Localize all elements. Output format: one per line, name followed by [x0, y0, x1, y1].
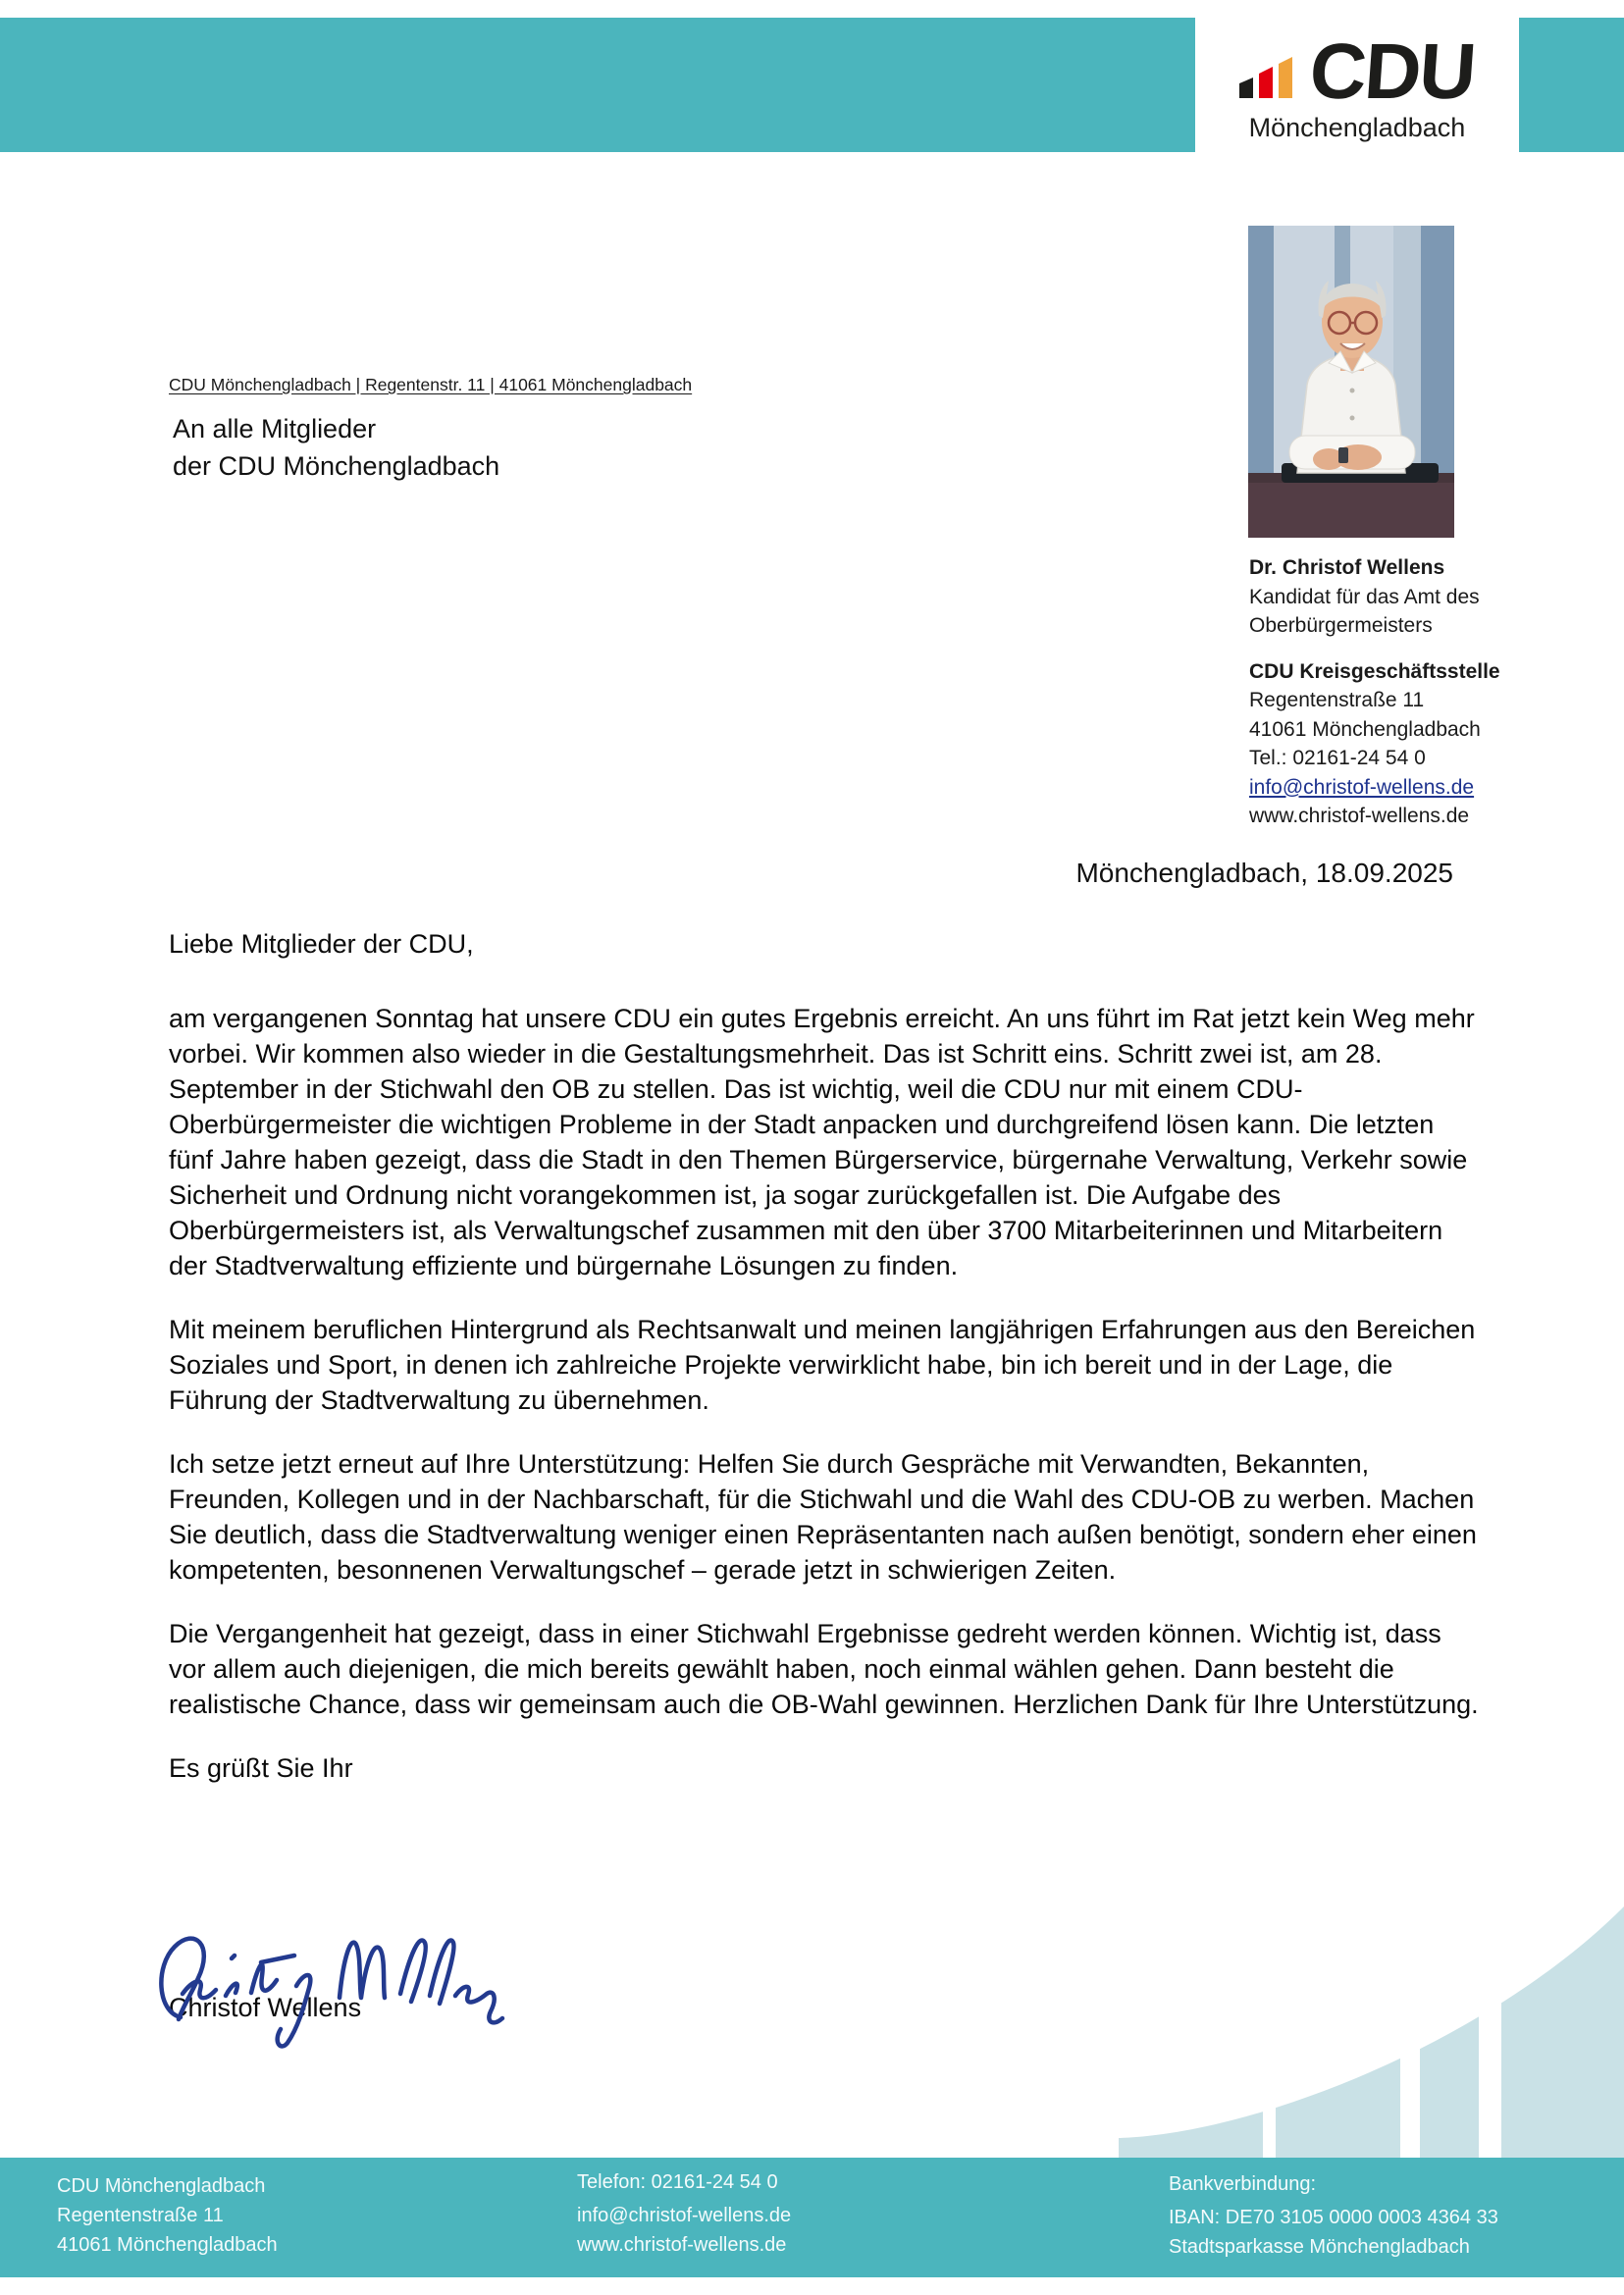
footer-bank-label: Bankverbindung:	[1169, 2173, 1317, 2195]
recipient-line1: An alle Mitglieder	[173, 414, 377, 443]
footer-email: info@christof-wellens.de	[577, 2205, 792, 2226]
growth-bars-decoration	[1119, 1893, 1624, 2158]
footer-band	[0, 2158, 1624, 2277]
footer-iban: IBAN: DE70 3105 0000 0003 4364 33	[1169, 2207, 1498, 2228]
signature-typed-name: Christof Wellens	[169, 1993, 362, 2022]
office-phone: Tel.: 02161-24 54 0	[1249, 747, 1426, 769]
portrait-photo	[1248, 226, 1454, 538]
footer-bank-column	[1169, 2169, 1498, 2262]
paragraph-1: am vergangenen Sonntag hat unsere CDU ein gutes Ergebnis erreicht. An uns führt im Rat jetzt kein Weg mehr vorbei. Wir kommen also wieder in die Gestaltungsmehrheit. Das ist Schritt eins. Schritt zwei ist, am 28. September in der Stichwahl den OB zu stellen. Das ist wichtig, weil die CDU nur mit einem CDU-Oberbürgermeister die wichtigen Probleme in der Stadt anpacken und durchgreifend lösen kann. Die letzten fünf Jahre haben gezeigt, dass die Stadt in den Themen Bürgerservice, bürgernahe Verwaltung, Verkehr sowie Sicherheit und Ordnung nicht vorangekommen ist, ja sogar zurückgefallen ist. Die Aufgabe des Oberbürgermeisters ist, als Verwaltungschef zusammen mit den über 3700 Mitarbeiterinnen und Mitarbeitern der Stadtverwaltung effiziente und bürgernahe Lösungen zu finden.	[169, 1004, 1475, 1280]
website-text: www.christof-wellens.de	[1249, 805, 1470, 827]
candidate-role-line2: Oberbürgermeisters	[1249, 614, 1433, 637]
signature-ink	[147, 1902, 510, 2073]
paragraph-4: Die Vergangenheit hat gezeigt, dass in einer Stichwahl Ergebnisse gedreht werden können. Wichtig ist, dass vor allem auch diejenigen, die mich bereits gewählt haben, noch einmal wählen gehen. Dann besteht die realistische Chance, dass wir gemeinsam auch die OB-Wahl gewinnen. Herzlichen Dank für Ihre Unterstützung.	[169, 1619, 1479, 1719]
recipient-line2: der CDU Mönchengladbach	[173, 450, 500, 481]
cdu-bars-icon	[1239, 57, 1300, 98]
footer-org: CDU Mönchengladbach	[57, 2175, 266, 2197]
footer-street: Regentenstraße 11	[57, 2205, 224, 2226]
candidate-role-line1: Kandidat für das Amt des	[1249, 585, 1480, 608]
letter-body	[169, 926, 1481, 1786]
sender-return-address: CDU Mönchengladbach | Regentenstr. 11 | 41061 Mönchengladbach	[169, 375, 693, 394]
paragraph-3: Ich setze jetzt erneut auf Ihre Unterstützung: Helfen Sie durch Gespräche mit Verwandten, Bekannten, Freunden, Kollegen und in der Nachbarschaft, für die Stichwahl und die Wahl des CDU-OB zu werben. Machen Sie deutlich, dass die Stadtverwaltung weniger einen Repräsentanten nach außen benötigt, sondern eher einen kompetenten, besonnenen Verwaltungschef – gerade jetzt in schwierigen Zeiten.	[169, 1449, 1477, 1585]
cdu-wordmark: CDU	[1307, 27, 1478, 115]
cdu-logo-box	[1195, 18, 1519, 152]
contact-block	[1249, 553, 1524, 831]
office-street: Regentenstraße 11	[1249, 689, 1425, 711]
salutation: Liebe Mitglieder der CDU,	[169, 929, 474, 959]
footer-address-column	[57, 2171, 278, 2260]
cdu-logo	[1239, 27, 1478, 115]
recipient-address	[173, 411, 499, 485]
closing-line: Es grüßt Sie Ihr	[169, 1753, 353, 1783]
footer-website: www.christof-wellens.de	[577, 2234, 787, 2256]
office-name: CDU Kreisgeschäftsstelle	[1249, 659, 1500, 683]
footer-phone: Telefon: 02161-24 54 0	[577, 2171, 778, 2193]
cdu-region-label: Mönchengladbach	[1248, 113, 1466, 142]
email-link[interactable]: info@christof-wellens.de	[1249, 775, 1475, 799]
footer-city: 41061 Mönchengladbach	[57, 2234, 278, 2256]
office-city: 41061 Mönchengladbach	[1249, 717, 1481, 741]
paragraph-2: Mit meinem beruflichen Hintergrund als Rechtsanwalt und meinen langjährigen Erfahrungen aus den Bereichen Soziales und Sport, in denen ich zahlreiche Projekte verwirklicht habe, bin ich bereit und in der Lage, die Führung der Stadtverwaltung zu übernehmen.	[169, 1315, 1476, 1415]
footer-bank-name: Stadtsparkasse Mönchengladbach	[1169, 2236, 1470, 2258]
candidate-name: Dr. Christof Wellens	[1249, 556, 1445, 579]
dateline: Mönchengladbach, 18.09.2025	[1075, 858, 1453, 888]
footer-contact-column	[577, 2167, 791, 2260]
